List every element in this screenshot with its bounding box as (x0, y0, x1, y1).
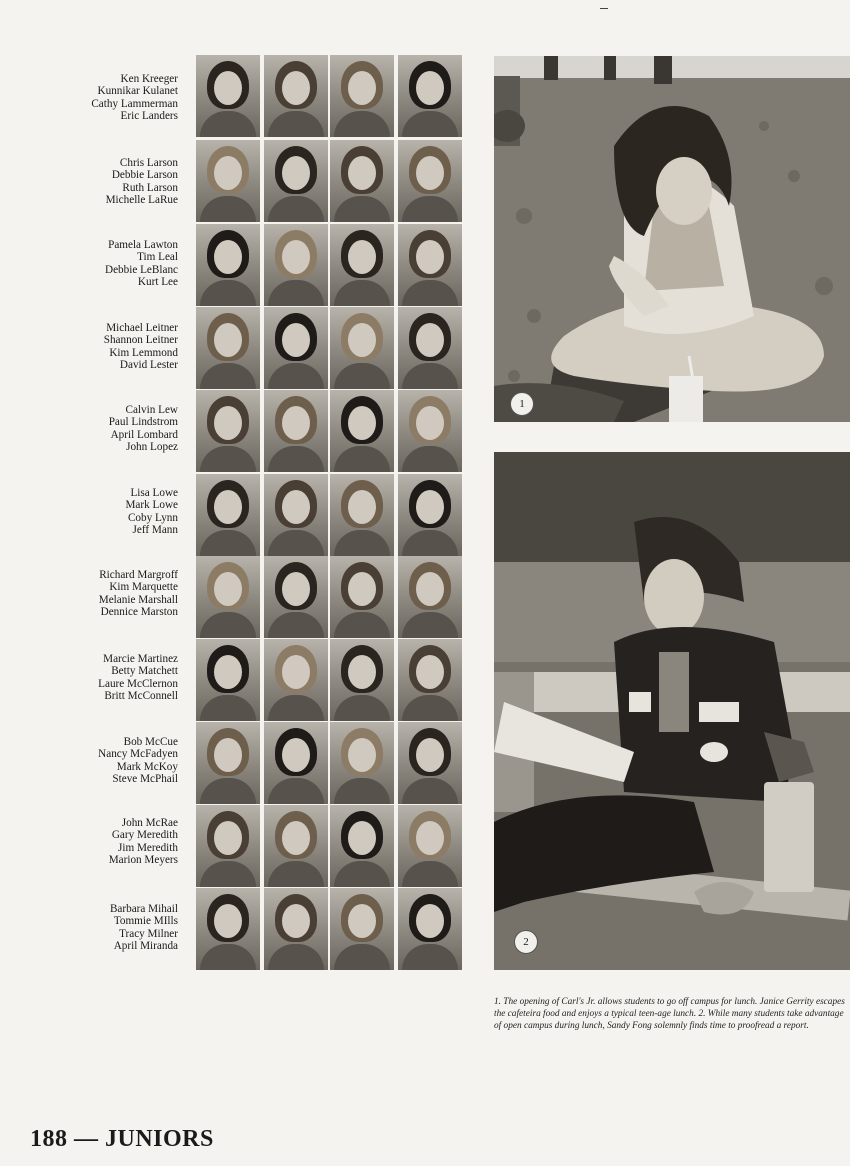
student-portrait (330, 474, 394, 556)
student-portrait (196, 224, 260, 306)
student-portrait (264, 224, 328, 306)
student-name: Tim Leal (137, 251, 178, 264)
student-name: Michael Leitner (106, 322, 178, 334)
name-group (40, 903, 178, 953)
student-portrait (398, 556, 462, 638)
student-name: Mark Lowe (125, 499, 178, 512)
name-group (40, 239, 178, 289)
student-name: Melanie Marshall (98, 593, 178, 606)
student-portrait (330, 722, 394, 804)
student-name: Michelle LaRue (105, 194, 178, 207)
student-name: April Lombard (110, 428, 178, 441)
student-portrait (264, 307, 328, 389)
student-name: Chris Larson (119, 157, 178, 169)
student-name: Shannon Leitner (103, 334, 178, 347)
name-group (40, 736, 178, 786)
student-name: Britt McConnell (104, 690, 178, 703)
photo-2 (494, 452, 850, 970)
photo-2-image (494, 452, 850, 970)
student-name: Pamela Lawton (108, 239, 178, 251)
student-name: Tommie MIlls (113, 915, 178, 928)
student-name: John Lopez (126, 441, 178, 454)
student-name: Steve McPhail (112, 773, 178, 786)
photo-1-image (494, 56, 850, 422)
student-portrait (398, 805, 462, 887)
photo-1 (494, 56, 850, 422)
student-name: Debbie Larson (111, 169, 178, 182)
student-portrait (264, 722, 328, 804)
name-group (40, 569, 178, 619)
name-group (40, 653, 178, 703)
page-footer: 188 — JUNIORS (30, 1126, 214, 1152)
student-portrait (196, 805, 260, 887)
student-portrait (264, 805, 328, 887)
student-portrait (398, 722, 462, 804)
photo-2-number: 2 (514, 930, 538, 954)
student-portrait (264, 390, 328, 472)
student-name: Marcie Martinez (103, 653, 178, 665)
student-name: Jeff Mann (132, 524, 178, 537)
student-portrait (196, 307, 260, 389)
student-portrait (398, 390, 462, 472)
student-name: Betty Matchett (111, 665, 178, 678)
name-group (40, 404, 178, 454)
student-name: Cathy Lammerman (91, 97, 178, 110)
student-name: David Lester (119, 359, 178, 372)
student-portrait (196, 722, 260, 804)
student-name: Debbie LeBlanc (105, 263, 178, 276)
student-name: Tracy Milner (119, 927, 178, 940)
student-portrait (398, 474, 462, 556)
student-name: April Miranda (113, 940, 178, 953)
student-name: Kim Marquette (109, 581, 178, 594)
student-portrait (264, 140, 328, 222)
student-name: Marion Meyers (108, 854, 178, 867)
student-portrait (330, 805, 394, 887)
student-name: Kunnikar Kulanet (97, 85, 178, 98)
student-portrait (196, 639, 260, 721)
student-portrait (398, 307, 462, 389)
student-portrait (196, 556, 260, 638)
name-group (40, 73, 178, 123)
student-name: Dennice Marston (100, 606, 178, 619)
student-name: Barbara Mihail (109, 903, 178, 915)
name-group (40, 322, 178, 372)
student-name: Lisa Lowe (130, 487, 178, 499)
student-name: Gary Meredith (111, 829, 178, 842)
student-portrait (264, 474, 328, 556)
student-name: Kim Lemmond (109, 346, 178, 359)
name-group (40, 157, 178, 207)
student-name: Coby Lynn (127, 511, 178, 524)
top-mark (600, 8, 608, 9)
photo-caption: 1. The opening of Carl's Jr. allows students to go off campus for lunch. Janice Gerrity escapes the cafeteira food and enjoys a typical teen-age lunch. 2. While many students take advantage of open campus during lunch, Sandy Fong solemnly finds time to proofread a report. (494, 997, 845, 1032)
student-name: Ruth Larson (122, 181, 178, 194)
student-portrait (196, 390, 260, 472)
student-name: Jim Meredith (118, 841, 178, 854)
student-name: Richard Margroff (99, 569, 178, 581)
student-portrait (264, 639, 328, 721)
student-name: Nancy McFadyen (98, 748, 178, 761)
name-group (40, 487, 178, 537)
student-portrait (398, 140, 462, 222)
student-portrait (264, 55, 328, 137)
student-portrait (196, 140, 260, 222)
student-portrait (398, 55, 462, 137)
student-name: Eric Landers (120, 110, 178, 123)
student-portrait (398, 888, 462, 970)
student-portrait (330, 888, 394, 970)
name-group (40, 817, 178, 867)
student-portrait (398, 224, 462, 306)
student-name: Paul Lindstrom (108, 416, 178, 429)
student-portrait (196, 474, 260, 556)
student-name: Calvin Lew (125, 404, 178, 416)
student-portrait (196, 888, 260, 970)
student-name: Kurt Lee (137, 276, 178, 289)
student-portrait (398, 639, 462, 721)
student-portrait (330, 390, 394, 472)
student-name: Ken Kreeger (120, 73, 178, 85)
student-portrait (196, 55, 260, 137)
student-portrait (330, 55, 394, 137)
student-portrait (330, 639, 394, 721)
student-name: Mark McKoy (116, 760, 178, 773)
student-portrait (330, 307, 394, 389)
student-portrait (330, 224, 394, 306)
student-name: Laure McClernon (98, 677, 178, 690)
student-name: John McRae (121, 817, 178, 829)
student-portrait (264, 888, 328, 970)
student-portrait (330, 140, 394, 222)
photo-1-number: 1 (510, 392, 534, 416)
student-portrait (264, 556, 328, 638)
student-portrait (330, 556, 394, 638)
student-name: Bob McCue (123, 736, 178, 748)
